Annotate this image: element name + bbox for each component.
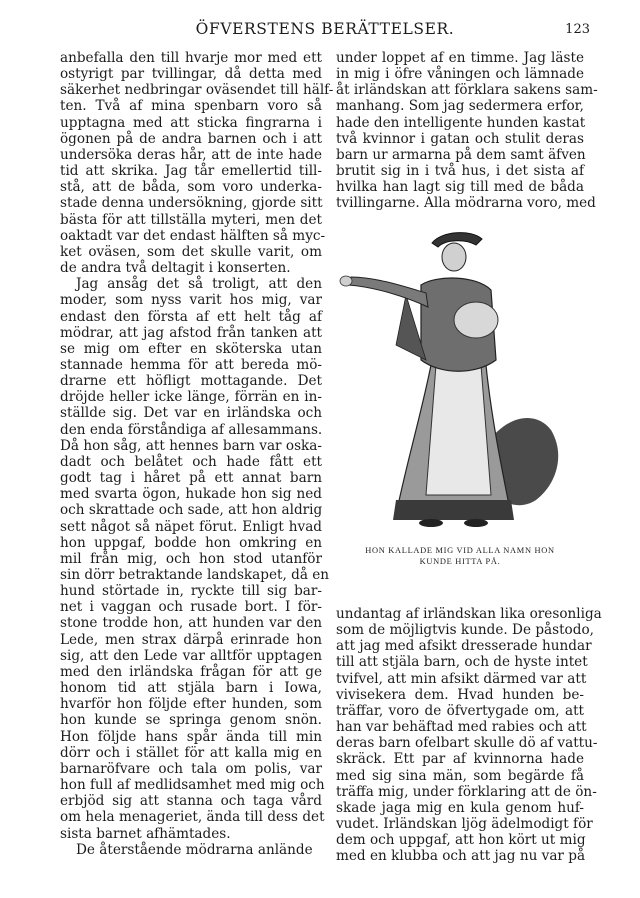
text-line: som de möjligtvis kunde. De påstodo, bbox=[336, 622, 594, 639]
text-line: hund störtade in, ryckte till sig bar- bbox=[60, 583, 322, 600]
figure-head bbox=[442, 243, 466, 271]
text-line: ten. Två af mina spenbarn voro så bbox=[60, 98, 322, 115]
text-line: under loppet af en timme. Jag läste bbox=[336, 50, 584, 66]
text-line: Lede, men strax därpå erinrade hon bbox=[60, 631, 322, 648]
text-line: in mig i öfre våningen och lämnade bbox=[336, 66, 584, 83]
caption-line: HON KALLADE MIG VID ALLA NAMN HON bbox=[365, 546, 555, 555]
text-line: två kvinnor i gatan och stulit deras bbox=[336, 130, 584, 147]
text-line: tid att skrika. Jag tår emellertid till- bbox=[60, 163, 322, 180]
text-line: hvarför hon följde efter hunden, som bbox=[60, 696, 322, 713]
running-title: ÖFVERSTENS BERÄTTELSER. bbox=[195, 20, 455, 38]
text-line: stannade hemma för att bereda mö- bbox=[60, 356, 322, 373]
text-line: net i vaggan och rusade bort. I för- bbox=[60, 599, 322, 616]
text-line: upptagna med att sticka fingrarna i bbox=[60, 114, 322, 131]
text-line: ket oväsen, som det skulle varit, om bbox=[60, 243, 322, 260]
text-line: moder, som nyss varit hos mig, var bbox=[60, 292, 322, 309]
text-line: sett något så näpet förut. Enligt hvad bbox=[60, 518, 322, 535]
caption-line: KUNDE HITTA PÅ. bbox=[419, 557, 501, 566]
baby-bundle bbox=[454, 302, 498, 338]
text-line: anbefalla den till hvarje mor med ett bbox=[60, 50, 322, 66]
text-line: säkerhet nedbringar oväsendet till hälf- bbox=[60, 82, 334, 99]
text-line: dörr och i stället för att kalla mig en bbox=[60, 744, 322, 761]
text-line: hvilka han lagt sig till med de båda bbox=[336, 179, 584, 196]
text-line: manhang. Som jag sedermera erfor, bbox=[336, 98, 584, 115]
text-line: tvifvel, att min afsikt därmed var att bbox=[336, 670, 587, 687]
text-line: och skrattade och sade, att hon aldrig bbox=[60, 502, 323, 519]
text-line: erbjöd sig att stanna och taga vård bbox=[60, 793, 322, 810]
text-line: stade denna undersökning, gjorde sitt bbox=[60, 195, 323, 212]
text-line: med sig sina män, som begärde få bbox=[336, 767, 584, 784]
text-line: skräck. Ett par af kvinnorna hade bbox=[336, 751, 584, 768]
text-line: tvillingarne. Alla mödrarna voro, med bbox=[336, 195, 596, 212]
text-line: oaktadt var det endast hälften så myc- bbox=[60, 227, 326, 244]
text-line: Jag ansåg det så troligt, att den bbox=[76, 276, 322, 293]
text-line: deras barn ofelbart skulle dö af vattu- bbox=[336, 735, 598, 752]
text-line: hon full af medlidsamhet med mig och bbox=[60, 777, 325, 794]
text-line: Hon följde hans spår ända till min bbox=[60, 728, 322, 745]
text-line: med en klubba och att jag nu var på bbox=[336, 848, 586, 865]
text-line: de andra två deltagit i konserten. bbox=[60, 260, 291, 277]
figure-apron bbox=[426, 365, 491, 495]
right-column-bottom bbox=[336, 606, 602, 865]
text-line: sig, att den Lede var alltför upptagen bbox=[60, 647, 322, 664]
text-line: mil från mig, och hon stod utanför bbox=[60, 550, 322, 567]
text-line: brutit sig in i två hus, i det sista af bbox=[336, 163, 584, 180]
text-line: om hela menageriet, ända till dess det bbox=[60, 809, 325, 826]
illustration-caption bbox=[336, 545, 584, 567]
text-line: se mig om efter en sköterska utan bbox=[60, 340, 322, 357]
text-line: med svarta ögon, hukade hon sig ned bbox=[60, 486, 322, 503]
text-line: dröjde heller icke länge, förrän en in- bbox=[60, 389, 322, 406]
text-line: honom tid att stjäla barn i Iowa, bbox=[60, 680, 322, 697]
text-line: bästa för att tillställa myteri, men det bbox=[60, 211, 322, 228]
text-line: han var behäftad med rabies och att bbox=[336, 719, 587, 736]
text-line: Då hon såg, att hennes barn var oska- bbox=[60, 437, 322, 454]
text-line: till att stjäla barn, och de hyste intet bbox=[336, 654, 588, 671]
text-line: barn ur armarna på dem samt äfven bbox=[336, 146, 586, 163]
text-line: träffar, voro de öfvertygade om, att bbox=[336, 702, 584, 719]
text-line: hade den intelligente hunden kastat bbox=[336, 114, 586, 131]
text-line: ställde sig. Det var en irländska och bbox=[60, 405, 322, 422]
left-column bbox=[60, 50, 334, 858]
text-line: hon uppgaf, bodde hon omkring en bbox=[60, 534, 322, 551]
text-line: De återstående mödrarna anlände bbox=[76, 841, 313, 858]
text-line: åt irländskan att förklara sakens sam- bbox=[336, 82, 598, 99]
text-line: vudet. Irländskan ljög ädelmodigt för bbox=[336, 816, 593, 833]
text-line: endast den första af ett helt tåg af bbox=[60, 308, 322, 325]
running-header bbox=[60, 20, 590, 42]
text-line: dem och uppgaf, att hon kört ut mig bbox=[336, 832, 586, 849]
text-line: undersöka deras hår, att de inte hade bbox=[60, 146, 322, 163]
text-line: godt tag i håret på ett annat barn bbox=[60, 470, 322, 487]
text-line: den enda förståndiga af allesammans. bbox=[60, 421, 323, 438]
text-line: stå, att de båda, som voro underka- bbox=[60, 179, 322, 196]
text-line: sista barnet afhämtades. bbox=[60, 825, 231, 842]
text-line: ögonen på de andra barnen och i att bbox=[60, 130, 322, 147]
text-line: med den irländska frågan för att ge bbox=[60, 663, 322, 680]
text-line: att jag med afsikt dresserade hundar bbox=[336, 638, 592, 655]
text-line: barnaröfvare och tala om polis, var bbox=[60, 760, 322, 777]
text-line: stone trodde hon, att hunden var den bbox=[60, 615, 322, 632]
text-line: skade jaga mig en kula genom huf- bbox=[336, 799, 584, 816]
text-line: mödrar, att jag afstod från tanken att bbox=[60, 324, 322, 341]
text-line: dadt och belåtet och hade fått ett bbox=[60, 453, 322, 470]
text-line: drarne ett höfligt mottagande. Det bbox=[60, 373, 322, 390]
woman-illustration bbox=[336, 215, 584, 545]
text-line: vivisekera dem. Hvad hunden be- bbox=[336, 686, 584, 703]
text-line: undantag af irländskan lika oresonliga bbox=[336, 606, 602, 622]
text-line: ostyrigt par tvillingar, då detta med bbox=[60, 66, 322, 83]
text-line: hon kunde se springa genom snön. bbox=[60, 712, 322, 729]
right-column-top bbox=[336, 50, 598, 212]
figure-arm bbox=[348, 277, 428, 307]
text-line: sin dörr betraktande landskapet, då en bbox=[60, 567, 330, 583]
text-line: träffa mig, under förklaring att de ön- bbox=[336, 783, 597, 800]
page-number: 123 bbox=[565, 22, 590, 37]
